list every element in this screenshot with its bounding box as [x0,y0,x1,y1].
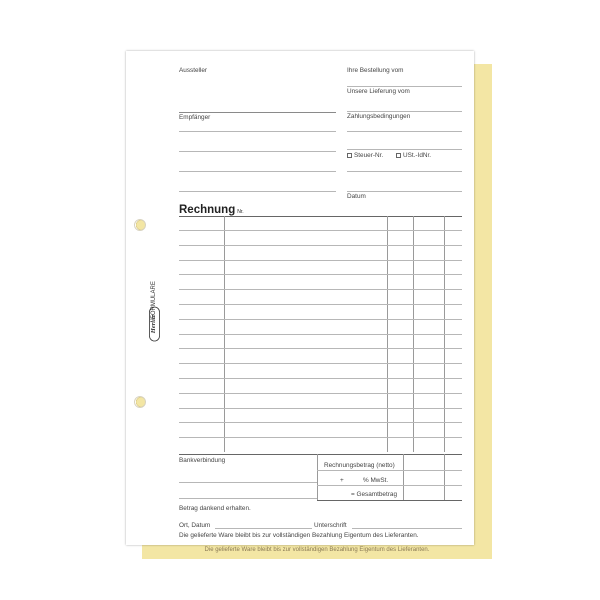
gesamt-line [317,500,462,501]
table-row-line [179,230,462,231]
unterschrift-line [352,528,462,529]
mwst-line [317,485,462,486]
table-top-line [179,216,462,217]
table-row-line [179,245,462,246]
table-row-line [179,437,462,438]
datum-label: Datum [347,193,366,200]
bank-label: Bankverbindung [179,457,226,464]
brand-logo-text: Herlitz [150,314,157,334]
copy-sheet-note: Die gelieferte Ware bleibt bis zur vollständigen Bezahlung Eigentum des Lieferanten. [204,547,430,553]
empfaenger-label: Empfänger [179,114,211,121]
brand-label: FORMULARE [151,281,157,319]
unterschrift-label: Unterschrift [314,522,347,529]
summary-divider [317,454,318,501]
invoice-title-text: Rechnung [179,204,236,216]
steuer-line [347,171,462,172]
ust-checkbox[interactable] [396,153,401,158]
bank-line-2 [179,498,317,499]
table-row-line [179,363,462,364]
table-row-line [179,289,462,290]
empfaenger-line-2 [179,151,336,152]
invoice-number-label: Nr. [237,209,244,215]
mwst-label: % MwSt. [363,477,389,484]
zahlung-label: Zahlungsbedingungen [347,113,411,120]
table-row-line [179,408,462,409]
steuer-checkbox[interactable] [347,153,352,158]
eigentum-text: Die gelieferte Ware bleibt bis zur vollständigen Bezahlung Eigentum des Lieferanten. [179,532,419,539]
table-row-line [179,304,462,305]
punch-hole-top [134,219,146,231]
aussteller-line [179,112,336,113]
netto-line [317,470,462,471]
table-row-line [179,319,462,320]
lieferung-label: Unsere Lieferung vom [347,88,410,95]
ort-datum-label: Ort, Datum [179,522,211,529]
ust-label: USt.-IdNr. [403,152,432,159]
lieferung-line [347,111,462,112]
invoice-form [126,51,474,545]
bestellung-line [347,86,462,87]
empfaenger-line-1 [179,131,336,132]
table-row-line [179,274,462,275]
bestellung-label: Ihre Bestellung vom [347,67,404,74]
summary-divider [403,454,404,501]
gesamt-label: = Gesamtbetrag [351,491,398,498]
table-row-line [179,378,462,379]
table-row-line [179,393,462,394]
invoice-title [179,204,244,216]
summary-divider [444,454,445,501]
plus-sign: + [340,477,344,484]
steuer-label: Steuer-Nr. [354,152,384,159]
table-row-line [179,334,462,335]
table-row-line [179,422,462,423]
table-row-line [179,348,462,349]
zahlung-line [347,131,462,132]
punch-hole-bottom [134,396,146,408]
ort-datum-line [215,528,312,529]
dank-text: Betrag dankend erhalten. [179,505,251,512]
herlitz-logo [148,255,162,345]
empfaenger-line-4 [179,191,336,192]
bank-line-1 [179,482,317,483]
empfaenger-line-3 [179,171,336,172]
zahlung-line-2 [347,149,462,150]
netto-label: Rechnungsbetrag (netto) [324,462,395,469]
table-row-line [179,260,462,261]
aussteller-label: Aussteller [179,67,208,74]
datum-line [347,191,462,192]
summary-top-line [179,454,462,455]
